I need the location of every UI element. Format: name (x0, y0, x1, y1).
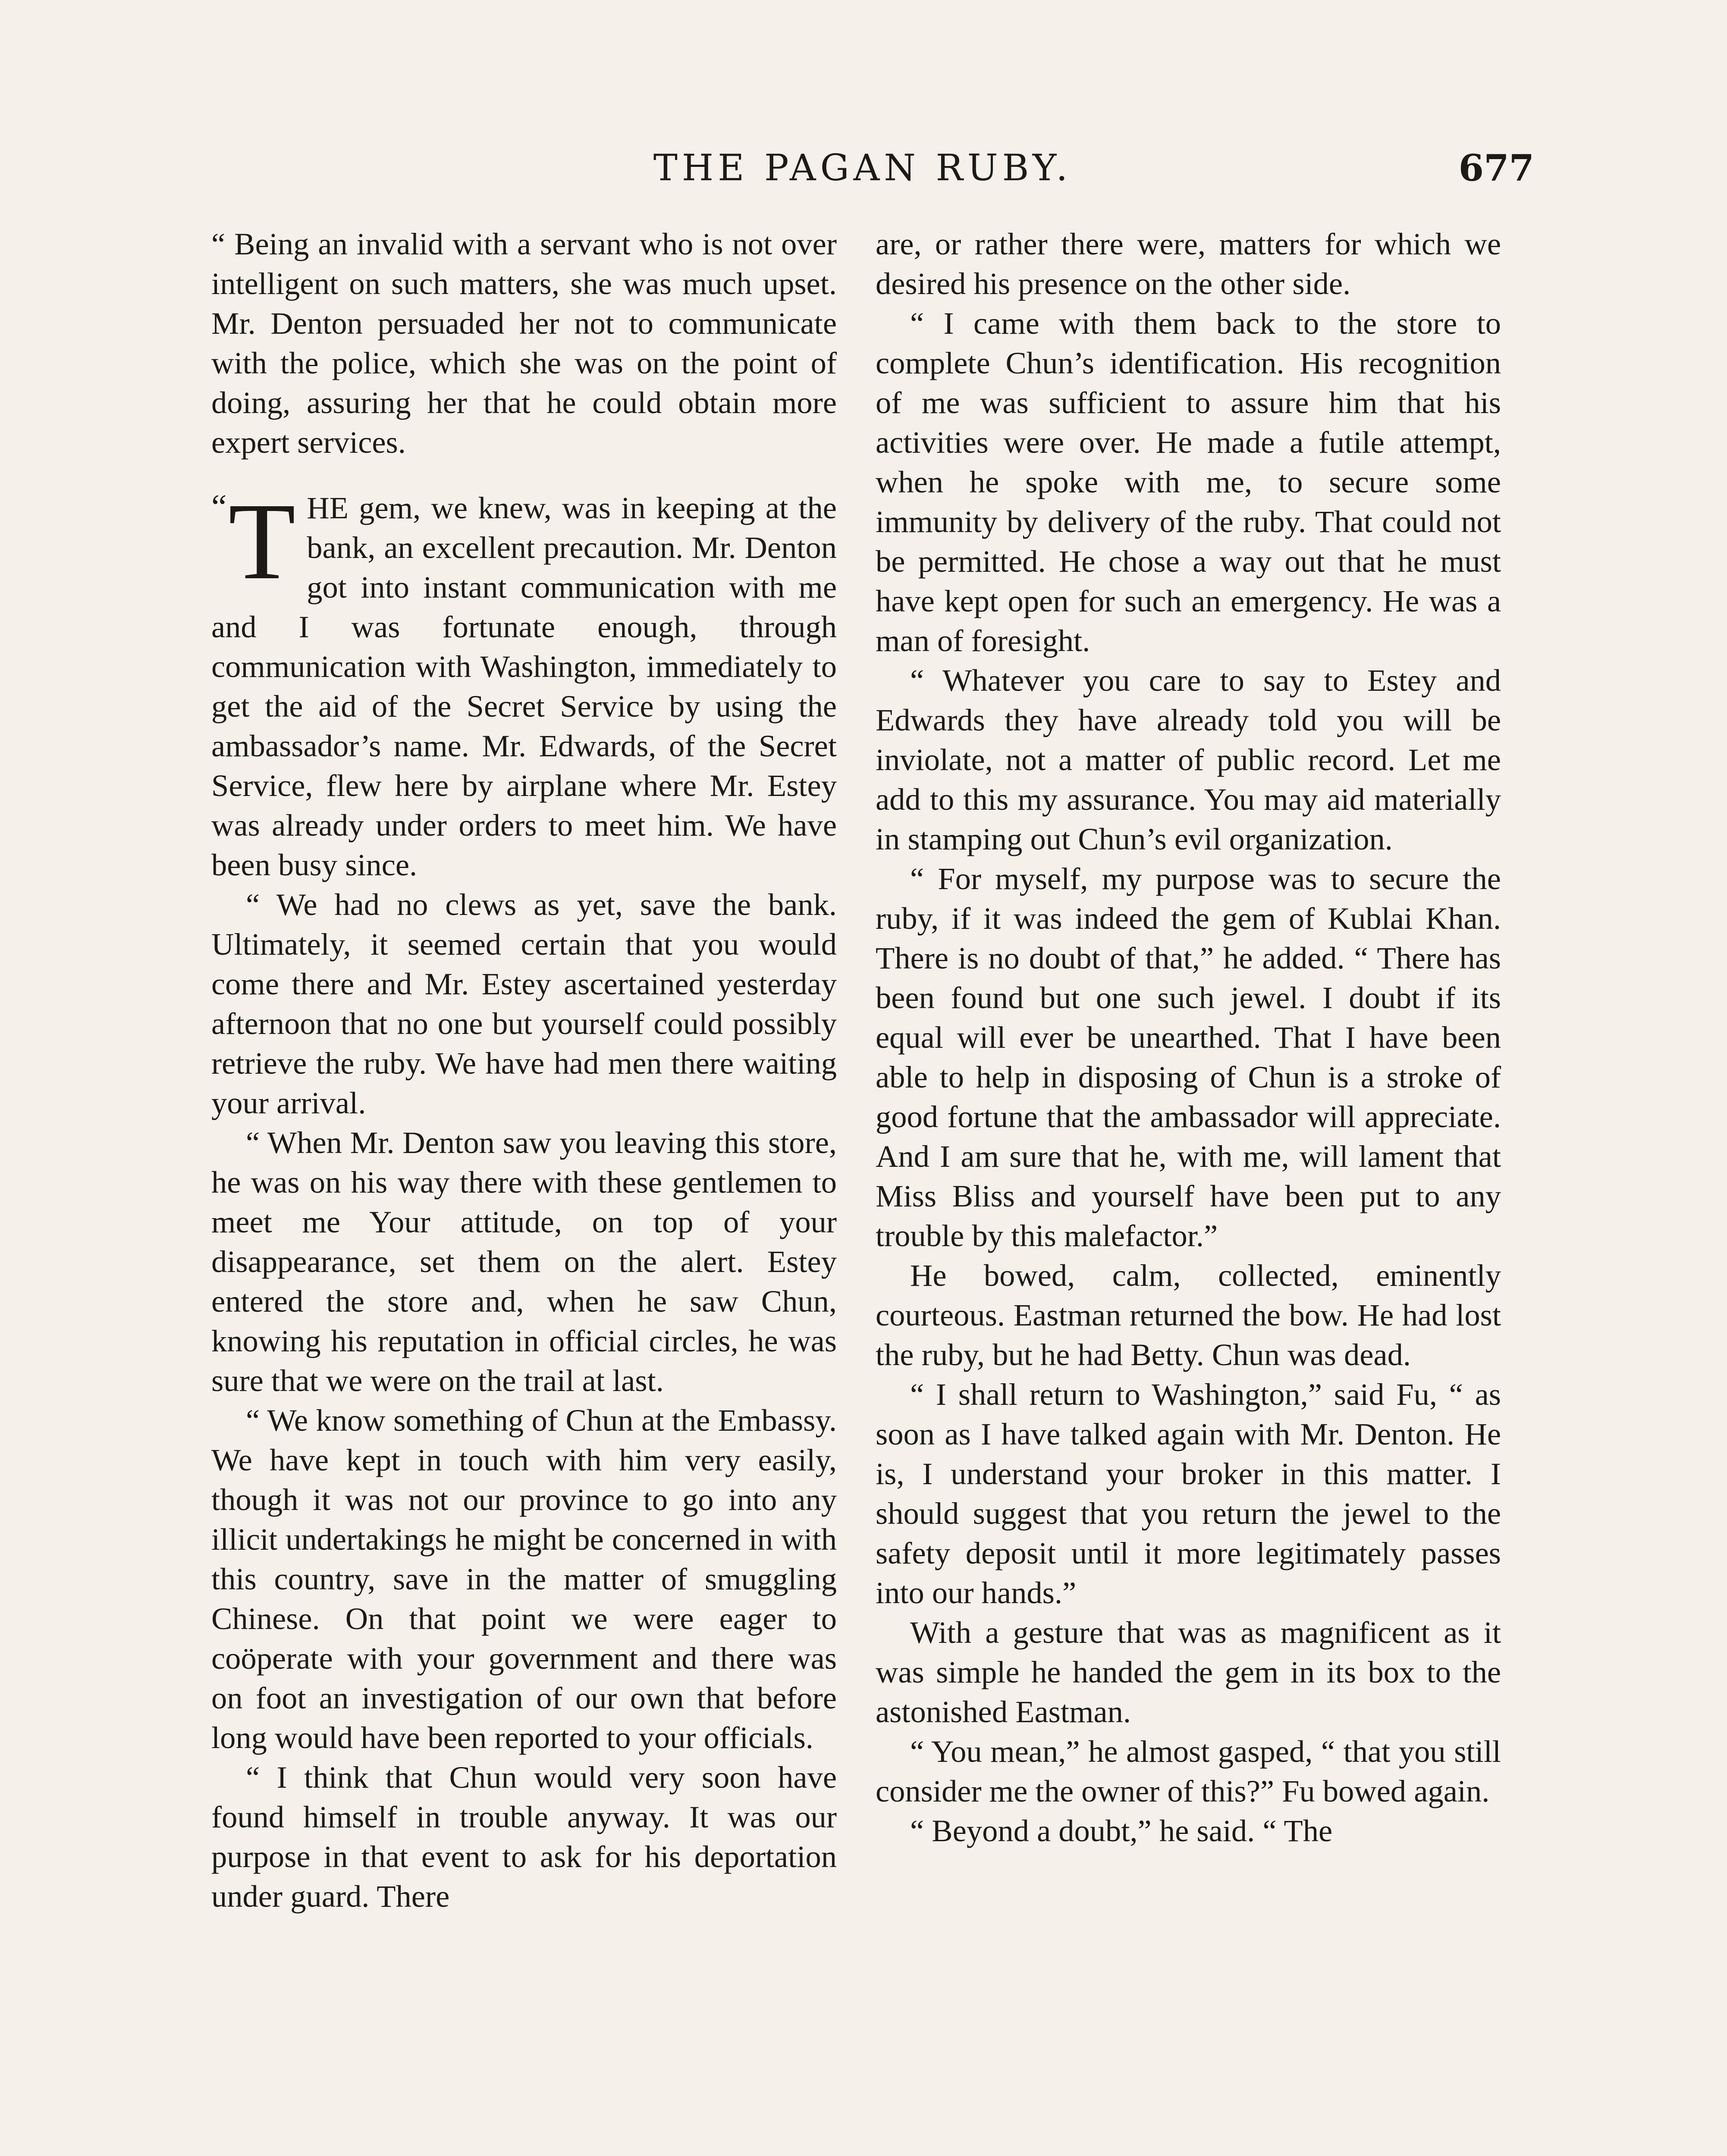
section-text: HE gem, we knew, was in keeping at the bank, an excellent precaution. Mr. Denton got into instant communication with me and I was fortunate enough, through communication with Washington, immediately to get the aid of the Secret Service by using the ambassador’s name. Mr. Edwards, of the Secret Service, flew here by airplane where Mr. Estey was already under orders to meet him. We have been busy since. (211, 490, 837, 882)
paragraph: are, or rather there were, matters for which we desired his presence on the other side. (876, 226, 1501, 301)
paragraph: “ We had no clews as yet, save the bank. Ultimately, it seemed certain that you would come there and Mr. Estey ascertained yesterday afternoon that no one but yourself could possibly retrieve the ruby. We have had men there waiting your arrival. (211, 887, 837, 1120)
paragraph: He bowed, calm, collected, eminently courteous. Eastman returned the bow. He had lost the ruby, but he had Betty. Chun was dead. (876, 1258, 1501, 1372)
paragraph: With a gesture that was as magnificent as it was simple he handed the gem in its box to the astonished Eastman. (876, 1615, 1501, 1729)
paragraph: “ We know something of Chun at the Embassy. We have kept in touch with him very easily, though it was not our province to go into any illicit undertakings he might be concerned in with this country, save in the matter of smuggling Chinese. On that point we were eager to coöperate with your government and there was on foot an investigation of our own that before long would have been reported to your officials. (211, 1403, 837, 1755)
right-column (876, 224, 1501, 1851)
paragraph: “ I think that Chun would very soon have found himself in trouble anyway. It was our purpose in that event to ask for his deportation under guard. There (211, 1760, 837, 1914)
page-number: 677 (1458, 147, 1534, 189)
left-column (211, 224, 837, 1916)
paragraph: “ Beyond a doubt,” he said. “ The (910, 1813, 1333, 1848)
opening-quote: “ (211, 488, 227, 526)
paragraph: “ You mean,” he almost gasped, “ that you still consider me the owner of this?” Fu bowed again. (876, 1734, 1501, 1808)
paragraph: “ Being an invalid with a servant who is not over intelligent on such matters, she was much upset. Mr. Denton persuaded her not to communicate with the police, which she was on the point of doing, assuring her that he could obtain more expert services. (211, 226, 837, 460)
paragraph: “ When Mr. Denton saw you leaving this store, he was on his way there with these gentlemen to meet me Your attitude, on top of your disappearance, set them on the alert. Estey entered the store and, when he saw Chun, knowing his reputation in official circles, he was sure that we were on the trail at last. (211, 1125, 837, 1398)
paragraph: “ For myself, my purpose was to secure the ruby, if it was indeed the gem of Kublai Khan. There is no doubt of that,” he added. “ There has been found but one such jewel. I doubt if its equal will ever be unearthed. That I have been able to help in disposing of Chun is a stroke of good fortune that the ambassador will appreciate. And I am sure that he, with me, will lament that Miss Bliss and yourself have been put to any trouble by this malefactor.” (876, 861, 1501, 1253)
paragraph: “ I shall return to Washington,” said Fu, “ as soon as I have talked again with Mr. Denton. He is, I understand your broker in this matter. I should suggest that you return the jewel to the safety deposit until it more legitimately passes into our hands.” (876, 1377, 1501, 1610)
running-title: THE PAGAN RUBY. (653, 147, 1072, 189)
paragraph: “ Whatever you care to say to Estey and Edwards they have already told you will be inviolate, not a matter of public record. Let me add to this my assurance. You may aid materially in stamping out Chun’s evil organization. (876, 663, 1501, 856)
paragraph: “ I came with them back to the store to complete Chun’s identification. His recognition of me was sufficient to assure him that his activities were over. He made a futile attempt, when he spoke with me, to secure some immunity by delivery of the ruby. That could not be permitted. He chose a way out that he must have kept open for such an emergency. He was a man of foresight. (876, 306, 1501, 658)
section-opening-paragraph (211, 481, 837, 885)
drop-cap: T (228, 481, 296, 602)
